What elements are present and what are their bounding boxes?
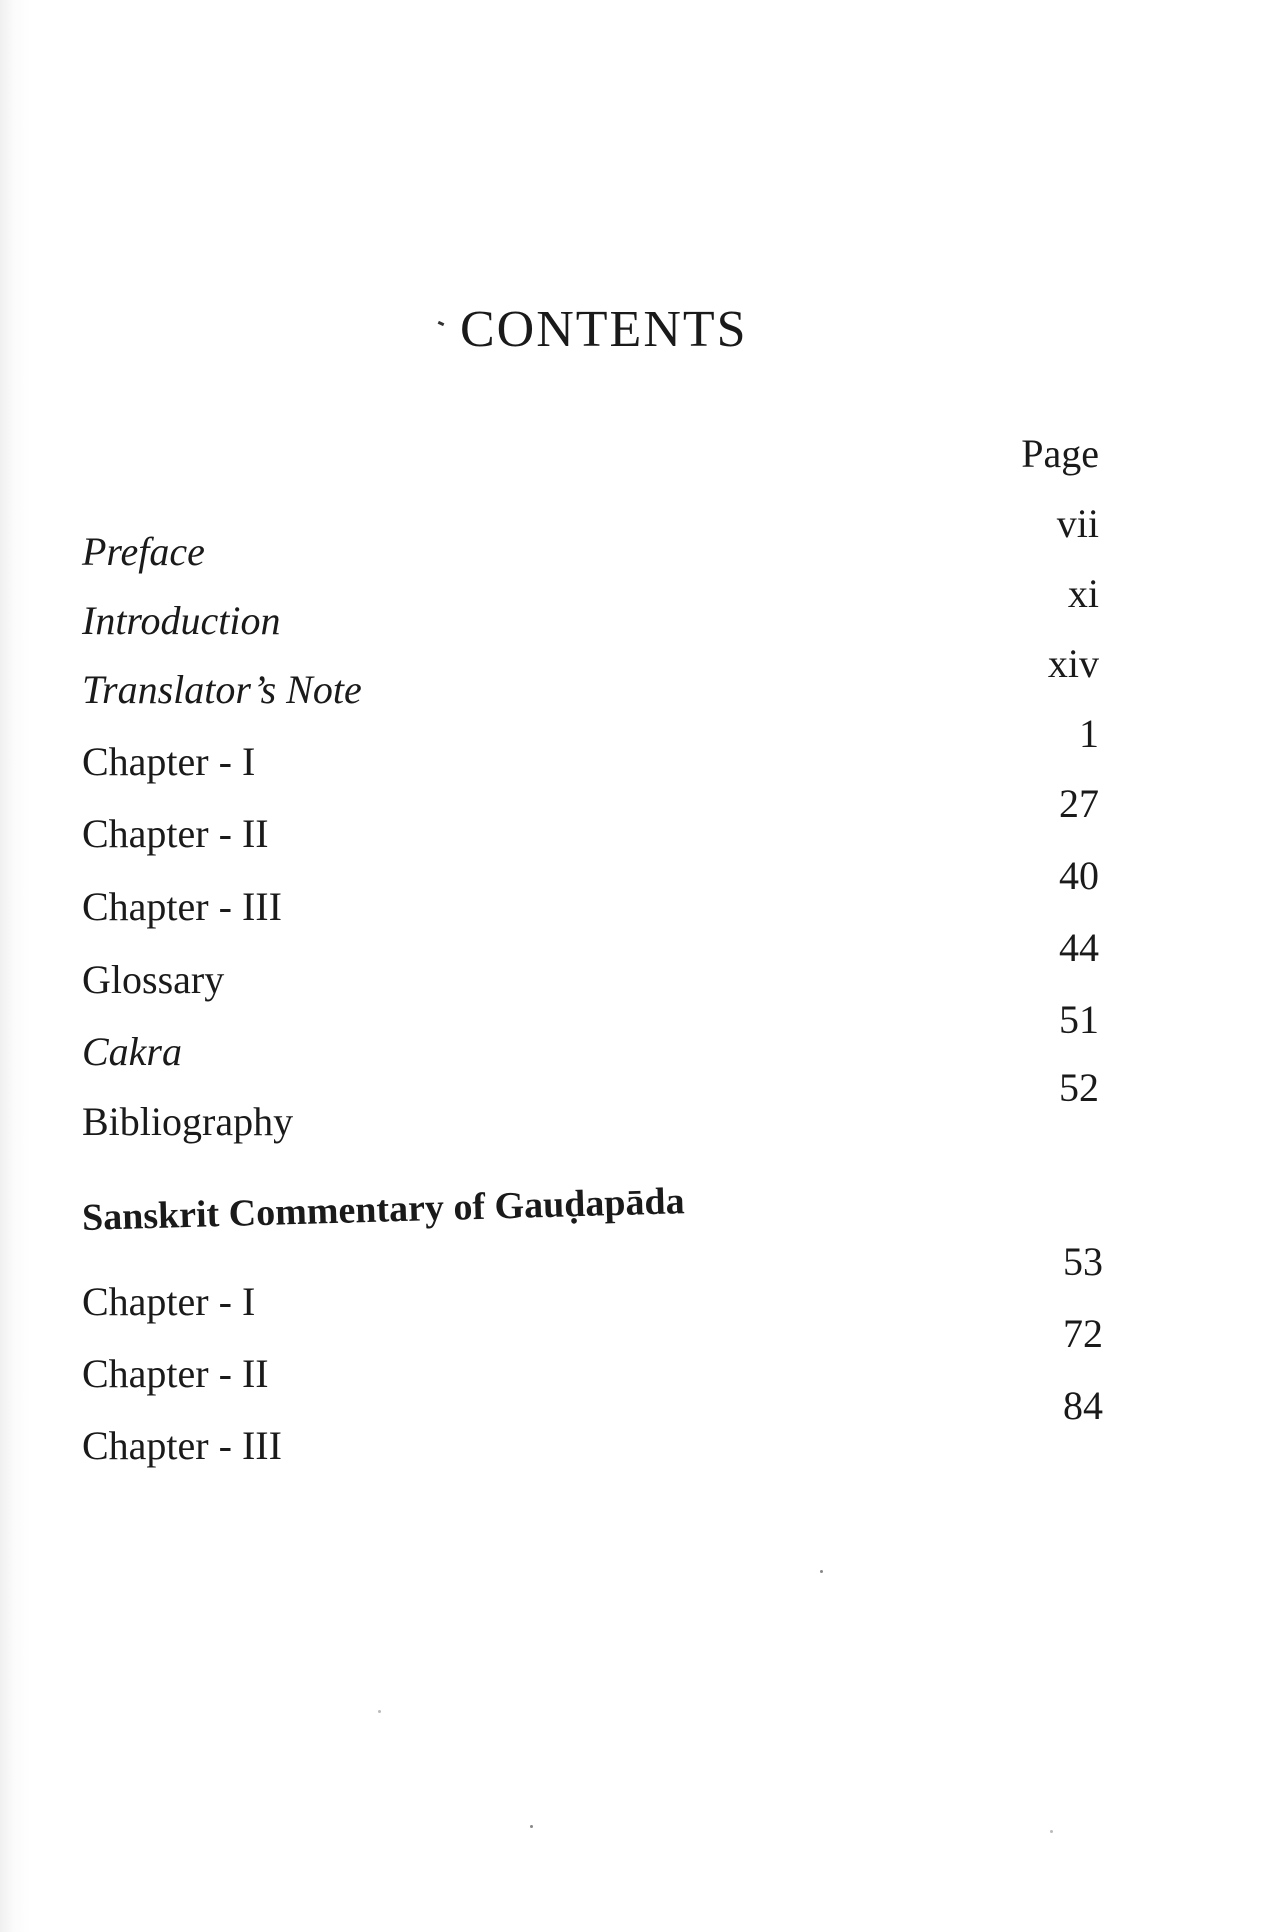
page-column-heading: Page: [1021, 431, 1099, 476]
scan-speck: [820, 1570, 823, 1573]
page-number: 51: [1059, 997, 1099, 1042]
page-number: 40: [1059, 853, 1099, 898]
scan-speck: [378, 1710, 381, 1713]
page-number: xi: [1067, 571, 1099, 616]
page-number: 52: [1059, 1065, 1099, 1110]
toc-entry-cakra: Cakra: [82, 1029, 182, 1074]
page-number: 84: [1063, 1383, 1103, 1428]
page-number: 72: [1063, 1311, 1103, 1356]
toc-entry-bibliography: Bibliography: [82, 1099, 294, 1144]
page-number: vii: [1056, 501, 1099, 546]
section-heading-sanskrit-commentary: Sanskrit Commentary of Gauḍapāda: [81, 1180, 686, 1239]
page-number: 1: [1079, 711, 1099, 756]
toc-entry-translators-note: Translator’s Note: [82, 667, 362, 712]
toc-entry-chapter-3: Chapter - III: [82, 884, 282, 929]
page-number: 27: [1059, 781, 1099, 826]
page-number: 44: [1059, 925, 1099, 970]
toc-entry-chapter-2: Chapter - II: [82, 811, 269, 856]
contents-title: CONTENTS: [460, 301, 748, 358]
toc-entry-preface: Preface: [82, 529, 205, 574]
toc-entry-chapter-1: Chapter - I: [82, 739, 256, 784]
page-number: 53: [1063, 1239, 1103, 1284]
scan-speck: [530, 1825, 533, 1828]
commentary-entry-chapter-3: Chapter - III: [82, 1423, 282, 1468]
commentary-entry-chapter-1: Chapter - I: [82, 1279, 256, 1324]
ink-mark: [438, 321, 445, 326]
toc-entry-introduction: Introduction: [82, 598, 281, 643]
page-number: xiv: [1047, 641, 1099, 686]
toc-entry-glossary: Glossary: [82, 957, 225, 1002]
scan-speck: [1050, 1830, 1053, 1833]
commentary-entry-chapter-2: Chapter - II: [82, 1351, 269, 1396]
